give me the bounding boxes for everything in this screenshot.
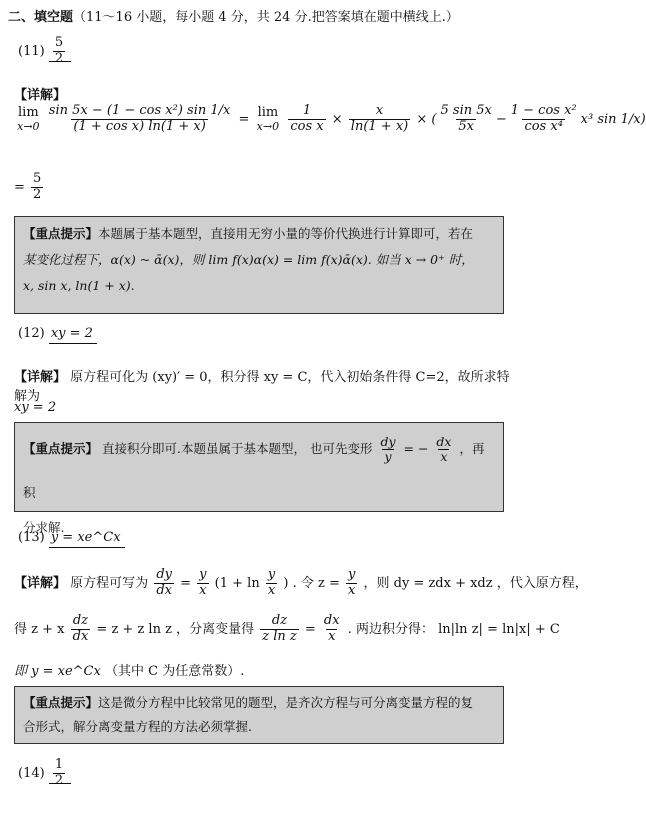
q13-detail-line1 <box>14 568 588 599</box>
section-title-bold: 二、填空题 <box>8 10 74 25</box>
q13-d2-f2-num: dz <box>271 613 288 628</box>
q13-d1-c: ，则 dy = zdx + xdz ，代入原方程， <box>363 575 588 591</box>
q13-d1-f3-num: y <box>267 567 276 582</box>
q13-d1-f4-num: y <box>347 567 356 582</box>
q12-tip-line1b: ，再积 <box>23 441 485 500</box>
q12-answer-line <box>18 326 97 341</box>
q13-tip-label: 【重点提示】 <box>23 695 99 710</box>
q14-answer <box>49 757 71 788</box>
q13-tip-line2: 合形式，解分离变量方程的方法必须掌握. <box>23 719 252 734</box>
q12-tip-line2: 分求解. <box>23 520 65 535</box>
q11-answer <box>49 35 71 66</box>
q11-eq: = <box>238 111 250 127</box>
q11-tip-box <box>14 216 504 314</box>
q11-lim-sub: x→0 <box>17 120 40 134</box>
q11-limit-expression: lim x→0 $\frac{\text{sin 5x − (1 − cos x²) sin 1/x}}{\text{(1 + cos x) ln(1 + x)}}$ = lim x→0 $\frac{1}{\text{cos x}}$ × $\frac{x}{\ln(1 + x)}$ × ( $\frac{5 \sin 5x}{5x}$ − $\frac{\text{1 − cos x²}}{\text{cos x⁴}}$ x³ sin 1/x) <box>17 103 646 134</box>
q13-d1-f4-den: x <box>347 582 356 598</box>
q12-detail-result: xy = 2 <box>14 400 57 415</box>
q13-d2-c: . 两边积分得： ln|ln z| = ln|x| + C <box>347 621 560 637</box>
q12-tip-eq: = − <box>403 441 429 456</box>
q13-d2-f1-num: dz <box>72 613 89 628</box>
q11-inner-tail: x³ sin 1/x <box>580 111 641 127</box>
q13-d1-f1-num: dy <box>156 567 172 582</box>
q12-tip-f2-den: x <box>440 449 448 464</box>
q12-tip-label: 【重点提示】 <box>23 441 99 456</box>
q11-xover-den: ln(1 + x) <box>350 118 409 134</box>
q13-answer-line <box>18 530 125 545</box>
q13-detail-label: 【详解】 <box>14 575 67 591</box>
q13-detail-line3 <box>14 660 244 679</box>
q13-d2-b: = z + z ln z ，分离变量得 <box>96 621 255 637</box>
q13-d3-b: （其中 C 为任意常数）. <box>104 664 245 679</box>
q12-tip-f1-num: dy <box>380 433 396 449</box>
q12-tip-f1-den: y <box>384 449 392 464</box>
q11-result-num: 5 <box>33 171 42 186</box>
q13-tip-line1: 这是微分方程中比较常见的题型，是齐次方程与可分离变量方程的复 <box>98 695 474 710</box>
q13-d1-f1-den: dx <box>156 582 172 598</box>
q11-tip-line3: x, sin x, ln(1 + x). <box>23 278 135 293</box>
q12-detail-text: 原方程可化为 (xy)′ = 0，积分得 xy = C，代入初始条件得 C=2，故所求特解为 <box>14 370 510 404</box>
q14-answer-den: 2 <box>54 772 64 788</box>
q11-lhs-den: (1 + cos x) ln(1 + x) <box>73 118 206 134</box>
q11-tip-line1: 本题属于基本题型，直接用无穷小量的等价代换进行计算即可，若在 <box>98 226 474 241</box>
q11-tip-label: 【重点提示】 <box>23 226 99 241</box>
q12-number: (12) <box>18 326 45 341</box>
q13-d1-f2-den: x <box>199 582 207 598</box>
q11-tip-line2: 某变化过程下，α(x) ~ ᾱ(x)，则 lim f(x)α(x) = lim f(x)ᾱ(x). 如当 x → 0⁺ 时， <box>23 252 474 267</box>
q11-result-den: 2 <box>33 186 42 202</box>
q13-d1-b: . 令 z = <box>292 575 340 591</box>
q13-tip-box <box>14 686 504 744</box>
q11-times1: × <box>331 111 343 127</box>
q13-d3-a: 即 y = xe^Cx <box>14 664 101 679</box>
q12-answer: xy = 2 <box>49 326 97 344</box>
q13-detail-line2 <box>14 614 560 645</box>
q11-number: (11) <box>18 43 45 59</box>
q11-inner-a-den: 5x <box>458 118 474 134</box>
q14-number: (14) <box>18 765 45 781</box>
q11-lhs-num: sin 5x − (1 − cos x²) sin 1/x <box>48 103 231 118</box>
q13-d1-f2-num: y <box>199 567 207 582</box>
q11-answer-den: 2 <box>54 50 64 66</box>
q11-times2: × <box>416 111 428 127</box>
q13-d2-a: 得 z + x <box>14 621 65 637</box>
q11-inner-a-num: 5 sin 5x <box>440 103 492 118</box>
q11-lim2-sub: x→0 <box>256 120 280 134</box>
q13-d1-paren: (1 + ln <box>214 575 260 591</box>
section-title-rest: （11～16 小题，每小题 4 分，共 24 分.把答案填在题中横线上.） <box>73 10 459 25</box>
q13-d2-f1-den: dx <box>72 628 89 644</box>
q11-mid-den: cos x <box>290 118 324 134</box>
q13-d2-f2-den: z ln z <box>262 628 297 644</box>
q11-minus: − <box>495 111 507 127</box>
q11-inner-b-den: cos x⁴ <box>524 118 563 134</box>
q11-answer-num: 5 <box>54 35 64 50</box>
q11-detail-label: 【详解】 <box>14 88 67 103</box>
q11-answer-line <box>18 36 71 67</box>
q14-answer-line <box>18 758 71 789</box>
q14-answer-num: 1 <box>54 757 64 772</box>
q13-d1-eq: = <box>180 575 192 591</box>
q11-result: = $\frac{5}{2}$ <box>14 171 42 202</box>
q12-tip-f2-num: dx <box>436 433 452 449</box>
q11-lim2: lim <box>257 105 279 121</box>
q13-d1-close: ) <box>283 575 289 591</box>
q11-inner-b-num: 1 − cos x² <box>510 103 577 118</box>
q13-answer: y = xe^Cx <box>49 530 125 548</box>
q12-tip-box <box>14 422 504 535</box>
q13-d2-eq: = <box>304 621 316 637</box>
section-title <box>8 6 459 25</box>
q13-d2-f3-num: dx <box>323 613 340 628</box>
q13-number: (13) <box>18 530 45 545</box>
q12-tip-line1a: 直接积分即可.本题虽属于基本题型， 也可先变形 <box>102 441 373 456</box>
q12-detail-label: 【详解】 <box>14 370 67 385</box>
q13-d1-f3-den: x <box>267 582 276 598</box>
q13-d2-f3-den: x <box>328 628 336 644</box>
q13-d1-a: 原方程可写为 <box>70 575 149 591</box>
q11-xover-num: x <box>375 103 384 118</box>
q11-mid-num: 1 <box>302 103 312 118</box>
q12-detail <box>14 366 519 404</box>
q11-lim: lim <box>18 105 39 121</box>
